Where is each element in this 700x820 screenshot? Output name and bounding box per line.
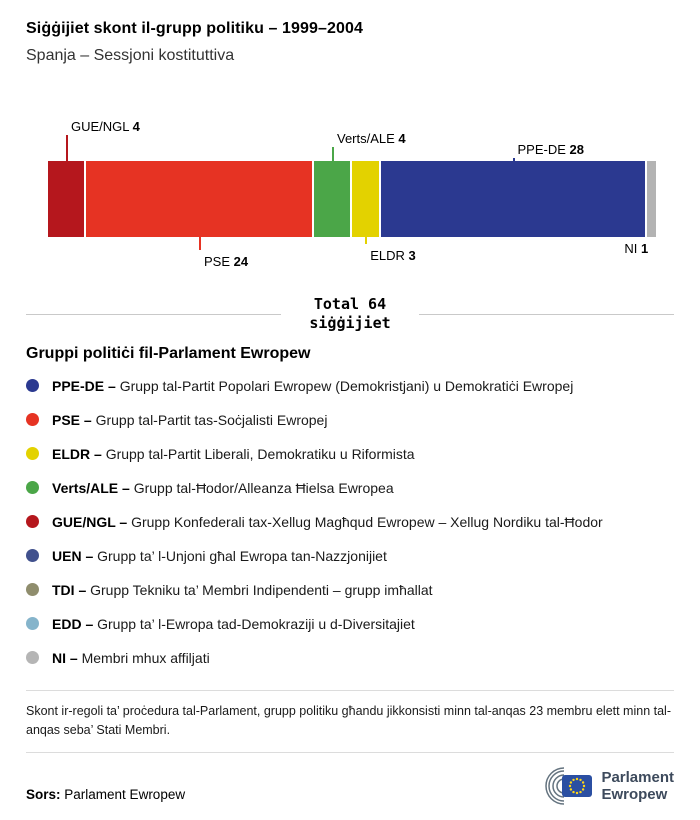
legend-item-eldr — [26, 444, 674, 464]
bar-segment-ppe-de — [381, 161, 647, 237]
source-label: Sors: — [26, 786, 61, 802]
total-rule-right — [419, 314, 674, 315]
legend-dot-uen — [26, 549, 39, 562]
legend-dot-tdi — [26, 583, 39, 596]
legend-item-uen — [26, 546, 674, 566]
leader-line-eldr — [365, 237, 367, 244]
legend-item-ppe-de — [26, 376, 674, 396]
legend-dot-pse — [26, 413, 39, 426]
bar-label-gue-ngl: GUE/NGL 4 — [71, 119, 140, 134]
legend-dot-ppe-de — [26, 379, 39, 392]
legend-label: ELDR – Grupp tal-Partit Liberali, Demokratiku u Riformista — [52, 446, 415, 462]
total-rule-left — [26, 314, 281, 315]
legend-label: PSE – Grupp tal-Partit tas-Soċjalisti Ewropej — [52, 412, 328, 428]
footer — [26, 767, 674, 805]
total-seats — [281, 295, 418, 333]
ep-logo-line1: Parlament — [601, 768, 674, 786]
seats-chart — [48, 117, 656, 275]
legend-item-gue-ngl — [26, 512, 674, 532]
legend-dot-verts-ale — [26, 481, 39, 494]
legend-item-edd — [26, 614, 674, 634]
ep-logo-line2: Ewropew — [601, 785, 668, 803]
bar-segment-gue-ngl — [48, 161, 86, 237]
legend-label: TDI – Grupp Tekniku ta’ Membri Indipendenti – grupp imħallat — [52, 582, 433, 598]
page-title: Siġġijiet skont il-grupp politiku – 1999–2004 — [26, 20, 364, 37]
bar-label-ppe-de: PPE-DE 28 — [517, 142, 584, 157]
bar-label-ni: NI 1 — [624, 241, 649, 256]
bar-segment-eldr — [352, 161, 381, 237]
legend-dot-edd — [26, 617, 39, 630]
bar-label-pse: PSE 24 — [204, 254, 249, 269]
leader-line-gue-ngl — [66, 135, 68, 161]
footnote-divider-bottom — [26, 752, 674, 753]
legend-heading: Gruppi politiċi fil-Parlament Ewropew — [26, 345, 311, 362]
bar-segment-verts-ale — [314, 161, 352, 237]
total-line2: siġġijiet — [309, 314, 391, 332]
stacked-bar — [48, 161, 656, 237]
legend-label: UEN – Grupp ta’ l-Unjoni għal Ewropa tan-Nazzjonijiet — [52, 548, 387, 564]
source-value: Parlament Ewropew — [64, 786, 186, 802]
legend-label: NI – Membri mhux affiljati — [52, 650, 210, 666]
ep-logo — [531, 767, 674, 805]
legend-list — [26, 376, 674, 668]
footnote-divider-top — [26, 690, 674, 691]
total-line1: Total 64 — [313, 295, 387, 313]
legend-label: GUE/NGL – Grupp Konfederali tax-Xellug Magħqud Ewropew – Xellug Nordiku tal-Ħodor — [52, 514, 603, 530]
bar-label-verts-ale: Verts/ALE 4 — [337, 131, 406, 146]
ep-logo-icon — [531, 767, 593, 805]
leader-line-ppe-de — [513, 158, 515, 161]
legend-label: PPE-DE – Grupp tal-Partit Popolari Ewropew (Demokristjani) u Demokratiċi Ewropej — [52, 378, 574, 394]
bar-segment-pse — [86, 161, 314, 237]
legend-dot-eldr — [26, 447, 39, 460]
legend-item-tdi — [26, 580, 674, 600]
legend-item-verts-ale — [26, 478, 674, 498]
bar-segment-ni — [647, 161, 657, 237]
leader-line-verts-ale — [332, 147, 334, 161]
legend-dot-gue-ngl — [26, 515, 39, 528]
footnote: Skont ir-regoli ta’ proċedura tal-Parlament, grupp politiku għandu jikkonsisti minn tal-anqas 23 membru elett minn tal-anqas seba’ Stati Membri. — [26, 704, 671, 737]
legend-dot-ni — [26, 651, 39, 664]
legend-label: Verts/ALE – Grupp tal-Ħodor/Alleanza Ħielsa Ewropea — [52, 480, 394, 496]
page-subtitle: Spanja – Sessjoni kostituttiva — [26, 47, 235, 64]
ep-logo-text — [601, 769, 674, 803]
legend-item-pse — [26, 410, 674, 430]
legend-label: EDD – Grupp ta’ l-Ewropa tad-Demokraziji u d-Diversitajiet — [52, 616, 415, 632]
legend-item-ni — [26, 648, 674, 668]
total-banner — [26, 295, 674, 333]
leader-line-pse — [199, 237, 201, 250]
bar-label-eldr: ELDR 3 — [370, 248, 416, 263]
source-line — [26, 787, 185, 805]
